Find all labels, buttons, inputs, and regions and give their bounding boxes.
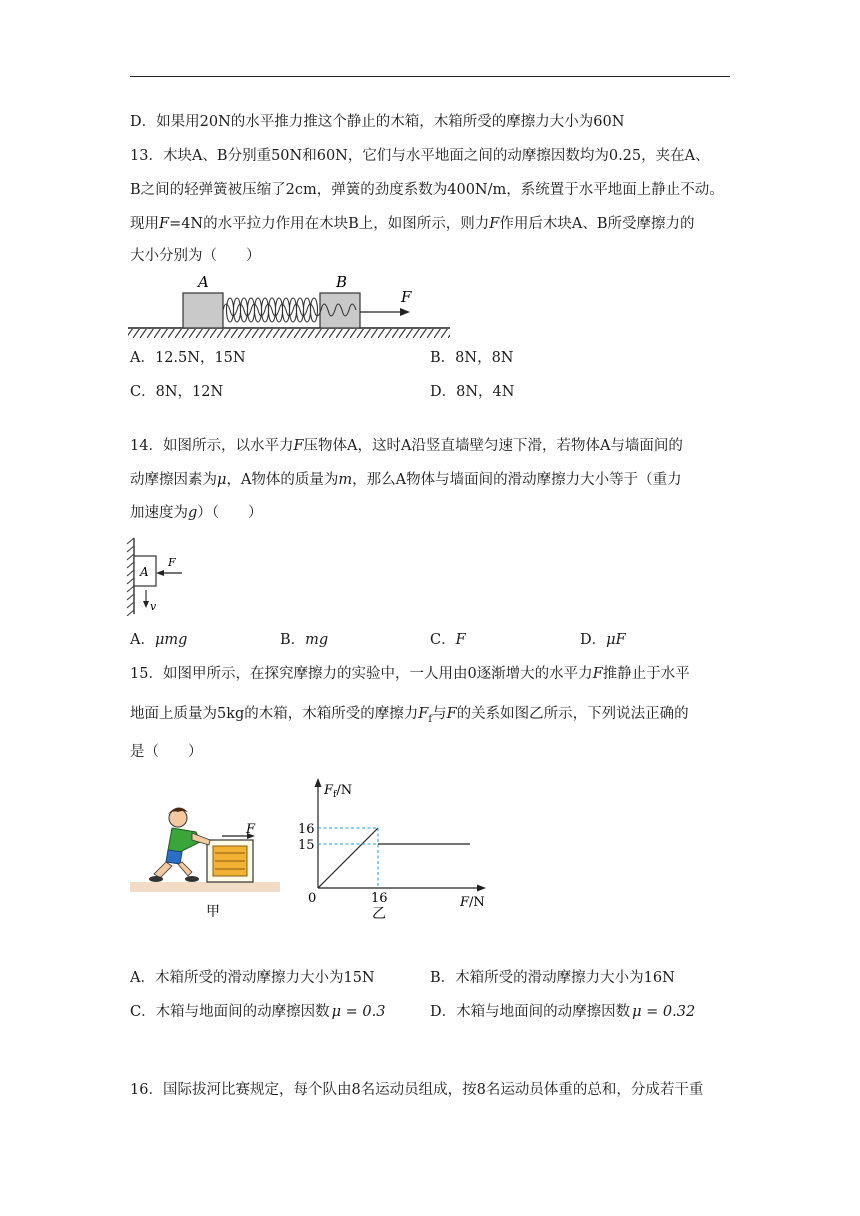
- boy-leg-back: [154, 862, 172, 878]
- label-a: A: [140, 565, 149, 579]
- q14-option-b[interactable]: B．mg: [280, 632, 329, 648]
- q13-spring-blocks-figure: [126, 268, 456, 342]
- q13-option-a[interactable]: A．12.5N，15N: [130, 350, 246, 366]
- boy-shoe-front: [185, 876, 199, 882]
- q14-option-c[interactable]: C．F: [430, 632, 466, 648]
- x-axis-arrow: [477, 885, 486, 892]
- static-friction-line: [318, 828, 378, 888]
- q15-option-c[interactable]: C．木箱与地面间的动摩擦因数 μ = 0.3: [130, 1004, 386, 1020]
- q13-stem-line-2: B之间的轻弹簧被压缩了2cm，弹簧的劲度系数为400N/m，系统置于水平地面上静止不动。: [130, 182, 724, 198]
- q16-stem-line-1: 16．国际拔河比赛规定，每个队由8名运动员组成，按8名运动员体重的总和，分成若干重: [130, 1082, 704, 1098]
- y-axis-label: $F_f/N$: [324, 783, 353, 800]
- tick-y-16: 16: [298, 822, 315, 837]
- q14-stem-line-2: 动摩擦因素为μ，A物体的质量为m，那么A物体与墙面间的滑动摩擦力大小等于（重力: [130, 472, 682, 488]
- force-arrow-head: [156, 570, 164, 576]
- label-f: F: [168, 556, 176, 569]
- floor: [130, 882, 280, 892]
- q12-option-d[interactable]: D．如果用20N的水平推力推这个静止的木箱，木箱所受的摩擦力大小为60N: [130, 114, 625, 130]
- block-b: [320, 293, 360, 328]
- boy-leg-front: [178, 862, 192, 876]
- force-arrow-head: [400, 308, 410, 316]
- label-b: B: [336, 273, 348, 291]
- q15-option-d[interactable]: D．木箱与地面间的动摩擦因数 μ = 0.32: [430, 1004, 696, 1020]
- velocity-arrow-head: [143, 601, 149, 608]
- q14-stem-line-3: 加速度为g）（ ）: [130, 505, 263, 521]
- q13-stem-line-1: 13．木块A、B分别重50N和60N，它们与水平地面之间的动摩擦因数均为0.25，夹在A、: [130, 148, 710, 164]
- boy-pushing: [149, 807, 210, 882]
- block-a: [183, 293, 223, 328]
- header-rule: [130, 76, 730, 77]
- x-axis-label: F/N: [460, 895, 485, 910]
- q13-stem-line-3: 现用F=4N的水平拉力作用在木块B上，如图所示，则力F作用后木块A、B所受摩擦力的: [130, 216, 695, 232]
- tick-y-15: 15: [298, 838, 315, 853]
- caption-jia: 甲: [206, 904, 220, 920]
- y-axis-arrow: [315, 778, 322, 787]
- label-f: F: [246, 822, 256, 837]
- q14-option-d[interactable]: D．μF: [580, 632, 626, 648]
- origin-label: 0: [308, 891, 317, 906]
- q14-wall-block-figure: [124, 536, 188, 616]
- q15-option-a[interactable]: A．木箱所受的滑动摩擦力大小为15N: [130, 970, 375, 986]
- q13-option-c[interactable]: C．8N，12N: [130, 384, 224, 400]
- q13-stem-line-4: 大小分别为（ ）: [130, 248, 261, 264]
- q15-stem-line-1: 15．如图甲所示，在探究摩擦力的实验中，一人用由0逐渐增大的水平力F推静止于水平: [130, 666, 690, 682]
- q14-stem-line-1: 14．如图所示，以水平力F压物体A，这时A沿竖直墙壁匀速下滑，若物体A与墙面间的: [130, 438, 683, 454]
- q13-option-b[interactable]: B．8N，8N: [430, 350, 514, 366]
- q15-stem-line-3: 是（ ）: [130, 744, 203, 760]
- label-f: F: [401, 288, 412, 306]
- boy-shoe-back: [149, 876, 163, 882]
- boy-shorts: [166, 850, 182, 864]
- tick-x-16: 16: [371, 891, 388, 906]
- q15-stem-line-2: 地面上质量为5kg的木箱，木箱所受的摩擦力$F_f$与F的关系如图乙所示，下列说法正确的: [130, 706, 689, 725]
- ground-hatch: [128, 329, 450, 338]
- wall-hatch: [127, 538, 134, 616]
- label-a: A: [198, 273, 209, 291]
- q15-figure-yi-graph: [292, 776, 498, 920]
- label-v: v: [150, 600, 157, 613]
- q15-figure-jia: [130, 800, 282, 922]
- caption-yi: 乙: [372, 906, 386, 920]
- q13-option-d[interactable]: D．8N，4N: [430, 384, 515, 400]
- q15-option-b[interactable]: B．木箱所受的滑动摩擦力大小为16N: [430, 970, 675, 986]
- q14-option-a[interactable]: A．μmg: [130, 632, 188, 648]
